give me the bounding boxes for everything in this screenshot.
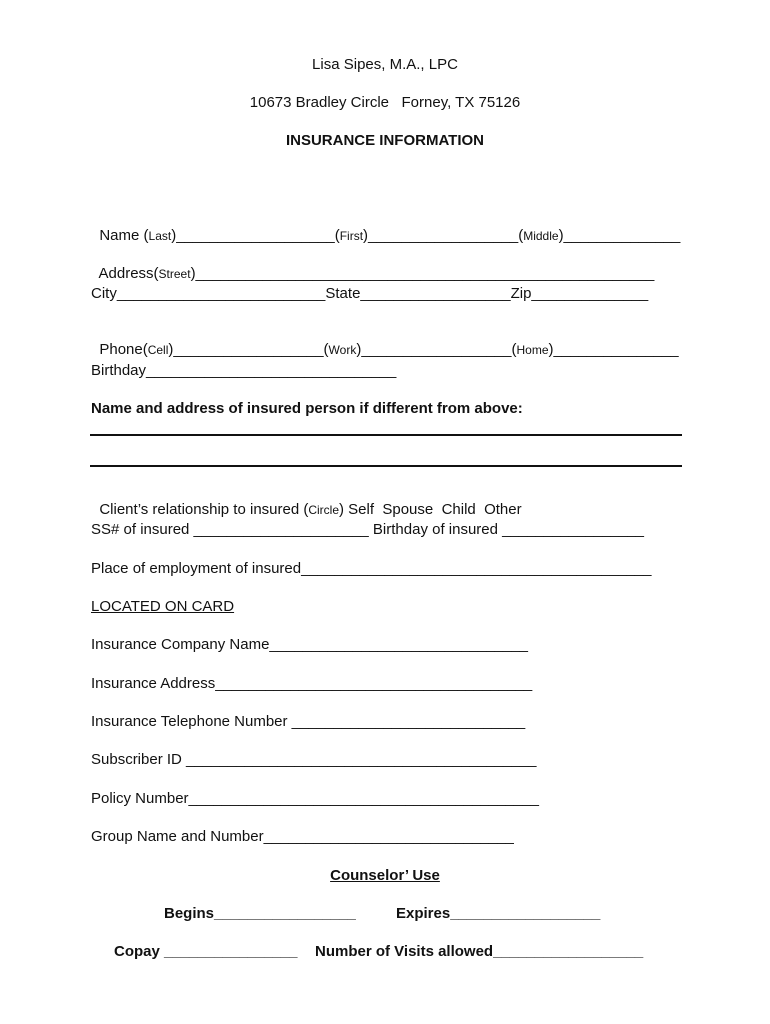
employment-row[interactable]: Place of employment of insured__________________________________________ [91,560,652,577]
phone-field-row[interactable] [91,323,679,359]
relationship-circle-hint: Circle [308,503,340,517]
name-blank-2: )__________________( [363,227,524,244]
insurance-address-row[interactable]: Insurance Address______________________________________ [91,675,533,692]
address-blank: )_______________________________________________________ [190,265,655,282]
city-state-zip-row[interactable]: City_________________________State__________________Zip______________ [91,285,649,302]
name-blank-3: )______________ [558,227,681,244]
name-middle-hint: Middle [523,229,559,243]
counselor-heading: Counselor’ Use [330,867,440,884]
phone-blank-3: )_______________ [548,341,679,358]
phone-label: Phone( [99,341,148,358]
insurance-company-row[interactable]: Insurance Company Name_______________________________ [91,636,529,653]
copay-row[interactable]: Copay ________________ [114,943,298,960]
subscriber-id-row[interactable]: Subscriber ID __________________________________________ [91,751,537,768]
phone-blank-2: )__________________( [356,341,517,358]
group-name-row[interactable]: Group Name and Number______________________________ [91,828,514,845]
ss-birthday-insured-row[interactable]: SS# of insured _____________________ Birthday of insured _________________ [91,521,644,538]
practitioner-name: Lisa Sipes, M.A., LPC [312,56,458,73]
card-heading: LOCATED ON CARD [91,598,235,615]
name-blank-1: )___________________( [171,227,340,244]
phone-work-hint: Work [328,343,357,357]
relationship-options: ) Self Spouse Child Other [339,501,522,518]
phone-cell-hint: Cell [147,343,169,357]
insurance-phone-row[interactable]: Insurance Telephone Number ____________________________ [91,713,526,730]
begins-row[interactable]: Begins_________________ [164,905,356,922]
form-title: INSURANCE INFORMATION [285,132,485,149]
insured-line-2[interactable] [90,465,682,467]
name-label: Name ( [99,227,149,244]
insured-heading: Name and address of insured person if different from above: [91,400,523,417]
phone-blank-1: )__________________( [168,341,329,358]
relationship-row[interactable] [91,483,522,519]
name-field-row[interactable] [91,209,680,245]
expires-row[interactable]: Expires__________________ [396,905,601,922]
phone-home-hint: Home [516,343,549,357]
birthday-field-row[interactable]: Birthday______________________________ [91,362,397,379]
name-first-hint: First [339,229,364,243]
visits-row[interactable]: Number of Visits allowed__________________ [315,943,644,960]
relationship-label: Client’s relationship to insured ( [99,501,309,518]
name-last-hint: Last [148,229,172,243]
insured-line-1[interactable] [90,434,682,436]
address-street-hint: Street [158,267,191,281]
policy-number-row[interactable]: Policy Number__________________________________________ [91,790,539,807]
practice-address: 10673 Bradley Circle Forney, TX 75126 [249,94,521,111]
address-field-row[interactable] [91,247,654,283]
address-label: Address( [98,265,159,282]
